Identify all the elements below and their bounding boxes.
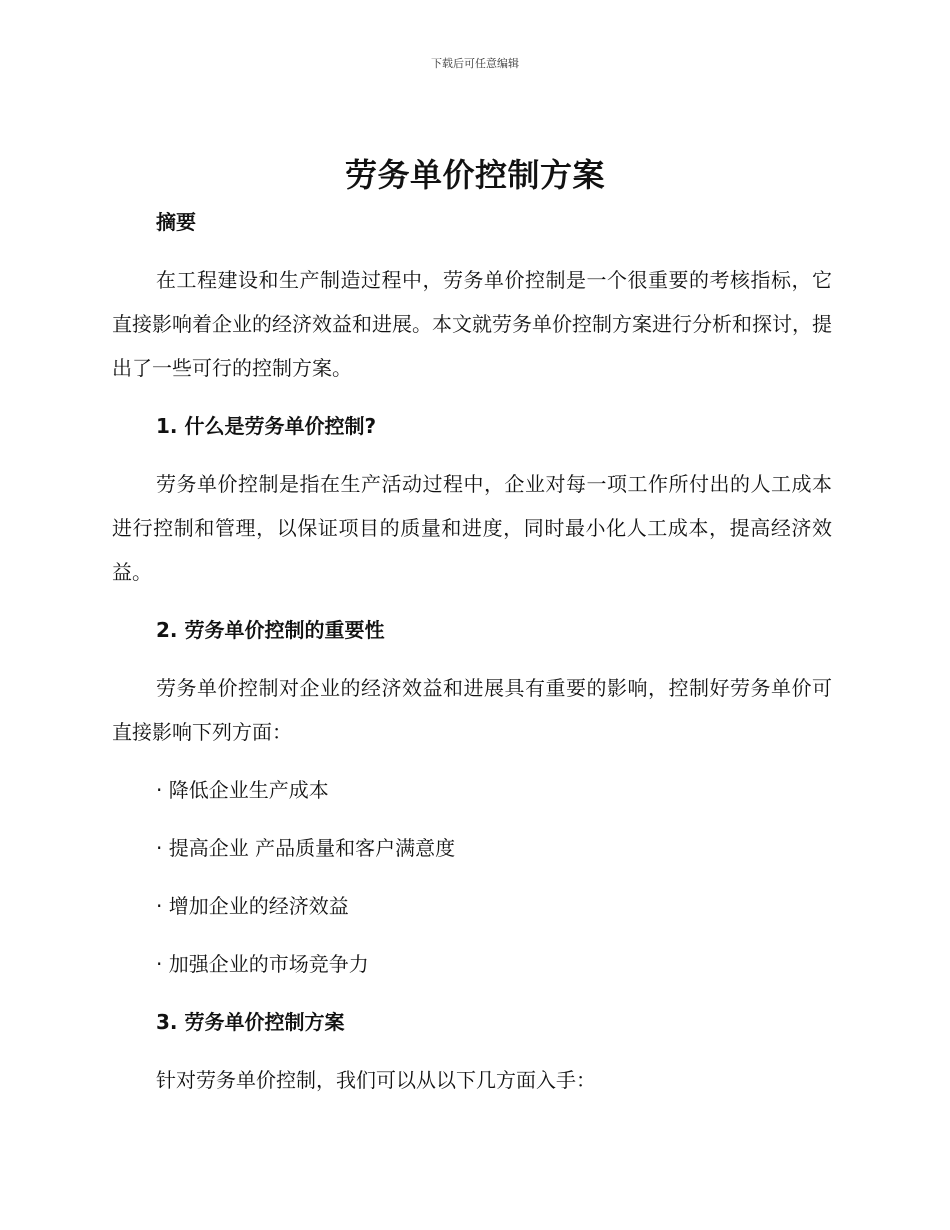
bullet-item: · 降低企业生产成本 [156,778,329,802]
section-3-paragraph: 针对劳务单价控制，我们可以从以下几方面入手： [156,1068,596,1092]
section-2-paragraph: 劳务单价控制对企业的经济效益和进展具有重要的影响，控制好劳务单价可直接影响下列方面： [112,676,832,744]
bullet-item: · 加强企业的市场竞争力 [156,952,369,976]
bullet-item: · 增加企业的经济效益 [156,894,349,918]
document-body [112,200,832,1102]
document-title: 劳务单价控制方案 [344,156,605,194]
section-2-heading: 2. 劳务单价控制的重要性 [156,618,385,642]
section-1-heading: 1. 什么是劳务单价控制? [156,414,377,438]
abstract-heading: 摘要 [156,210,196,234]
section-3-heading: 3. 劳务单价控制方案 [156,1010,345,1034]
bullet-item: · 提高企业 产品质量和客户满意度 [156,836,456,860]
section-1-paragraph: 劳务单价控制是指在生产活动过程中，企业对每一项工作所付出的人工成本进行控制和管理，以保证项目的质量和进度，同时最小化人工成本，提高经济效益。 [112,472,832,584]
header-note: 下载后可任意编辑 [431,57,519,70]
abstract-paragraph: 在工程建设和生产制造过程中，劳务单价控制是一个很重要的考核指标，它直接影响着企业的经济效益和进展。本文就劳务单价控制方案进行分析和探讨，提出了一些可行的控制方案。 [112,268,832,380]
